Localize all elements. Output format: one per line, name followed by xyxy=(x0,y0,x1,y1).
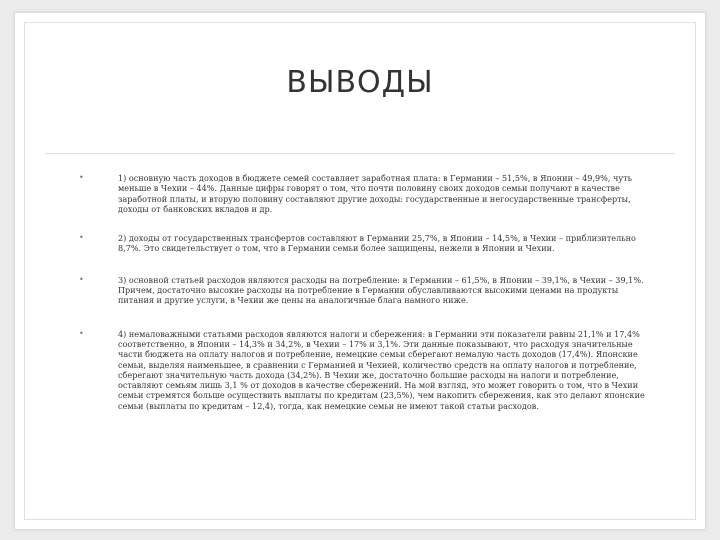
bullet: • xyxy=(79,173,84,182)
slide xyxy=(14,12,706,530)
list-item-text: 2) доходы от государственных трансфертов составляют в Германии 25,7%, в Японии – 14,5%, в Чехии – приблизительно 8,7%. Это свидетельствует о том, что в Германии семьи более защищены, нежели в Японии и Чехии. xyxy=(118,233,636,254)
list-item xyxy=(59,233,653,254)
bullet: • xyxy=(79,233,84,243)
list-item-text: 1) основную часть доходов в бюджете семей составляет заработная плата: в Германии – 51,5%, в Японии – 49,9%, чуть меньше в Чехии – 44%. Данные цифры говорят о том, что почти половину своих доходов семьи получают в качестве заработной платы, и вторую половину составляют другие доходы: государственные и негосударственные трансферты, доходы от банковских вкладов и др. xyxy=(118,173,633,214)
list-item xyxy=(59,329,653,411)
list-item xyxy=(59,173,653,214)
bullet: • xyxy=(79,274,84,284)
title-divider xyxy=(45,153,675,154)
conclusions-list xyxy=(59,173,653,411)
list-item xyxy=(59,275,653,306)
page-title: ВЫВОДЫ xyxy=(286,65,434,100)
bullet: • xyxy=(79,328,84,338)
list-item-text: 3) основной статьей расходов являются расходы на потребление: в Германии – 61,5%, в Японии – 39,1%, в Чехии – 39,1%. Причем, достаточно высокие расходы на потребление в Германии обуславливаются высокими ценами на продукты питания и другие услуги, в Чехии же цены на аналогичные блага намного ниже. xyxy=(118,274,644,306)
list-item-text: 4) немаловажными статьями расходов являются налоги и сбережения: в Германии эти показатели равны 21,1% и 17,4% соответственно, в Японии – 14,3% и 34,2%, в Чехии – 17% и 3,1%. Эти данные показывают, что расходуя значительные части бюджета на оплату налогов и потребление, немецкие семьи сберегают немалую часть доходов (17,4%). Японские семьи, выделяя наименьшее, в сравнении с Германией и Чехией, количество средств на оплату налогов и потребление, сберегают значительную часть дохода (34,2%). В Чехии же, достаточно большие расходы на налоги и потребление, оставляют семьям лишь 3,1 % от доходов в качестве сбережений. На мой взгляд, это может говорить о том, что в Чехии семьи стремятся больше осуществить выплаты по кредитам (23,5%), чем накопить сбережения, как это делают японские семьи (выплаты по кредитам – 12,4), тогда, как немецкие семьи не имеют такой статьи расходов. xyxy=(118,328,645,411)
